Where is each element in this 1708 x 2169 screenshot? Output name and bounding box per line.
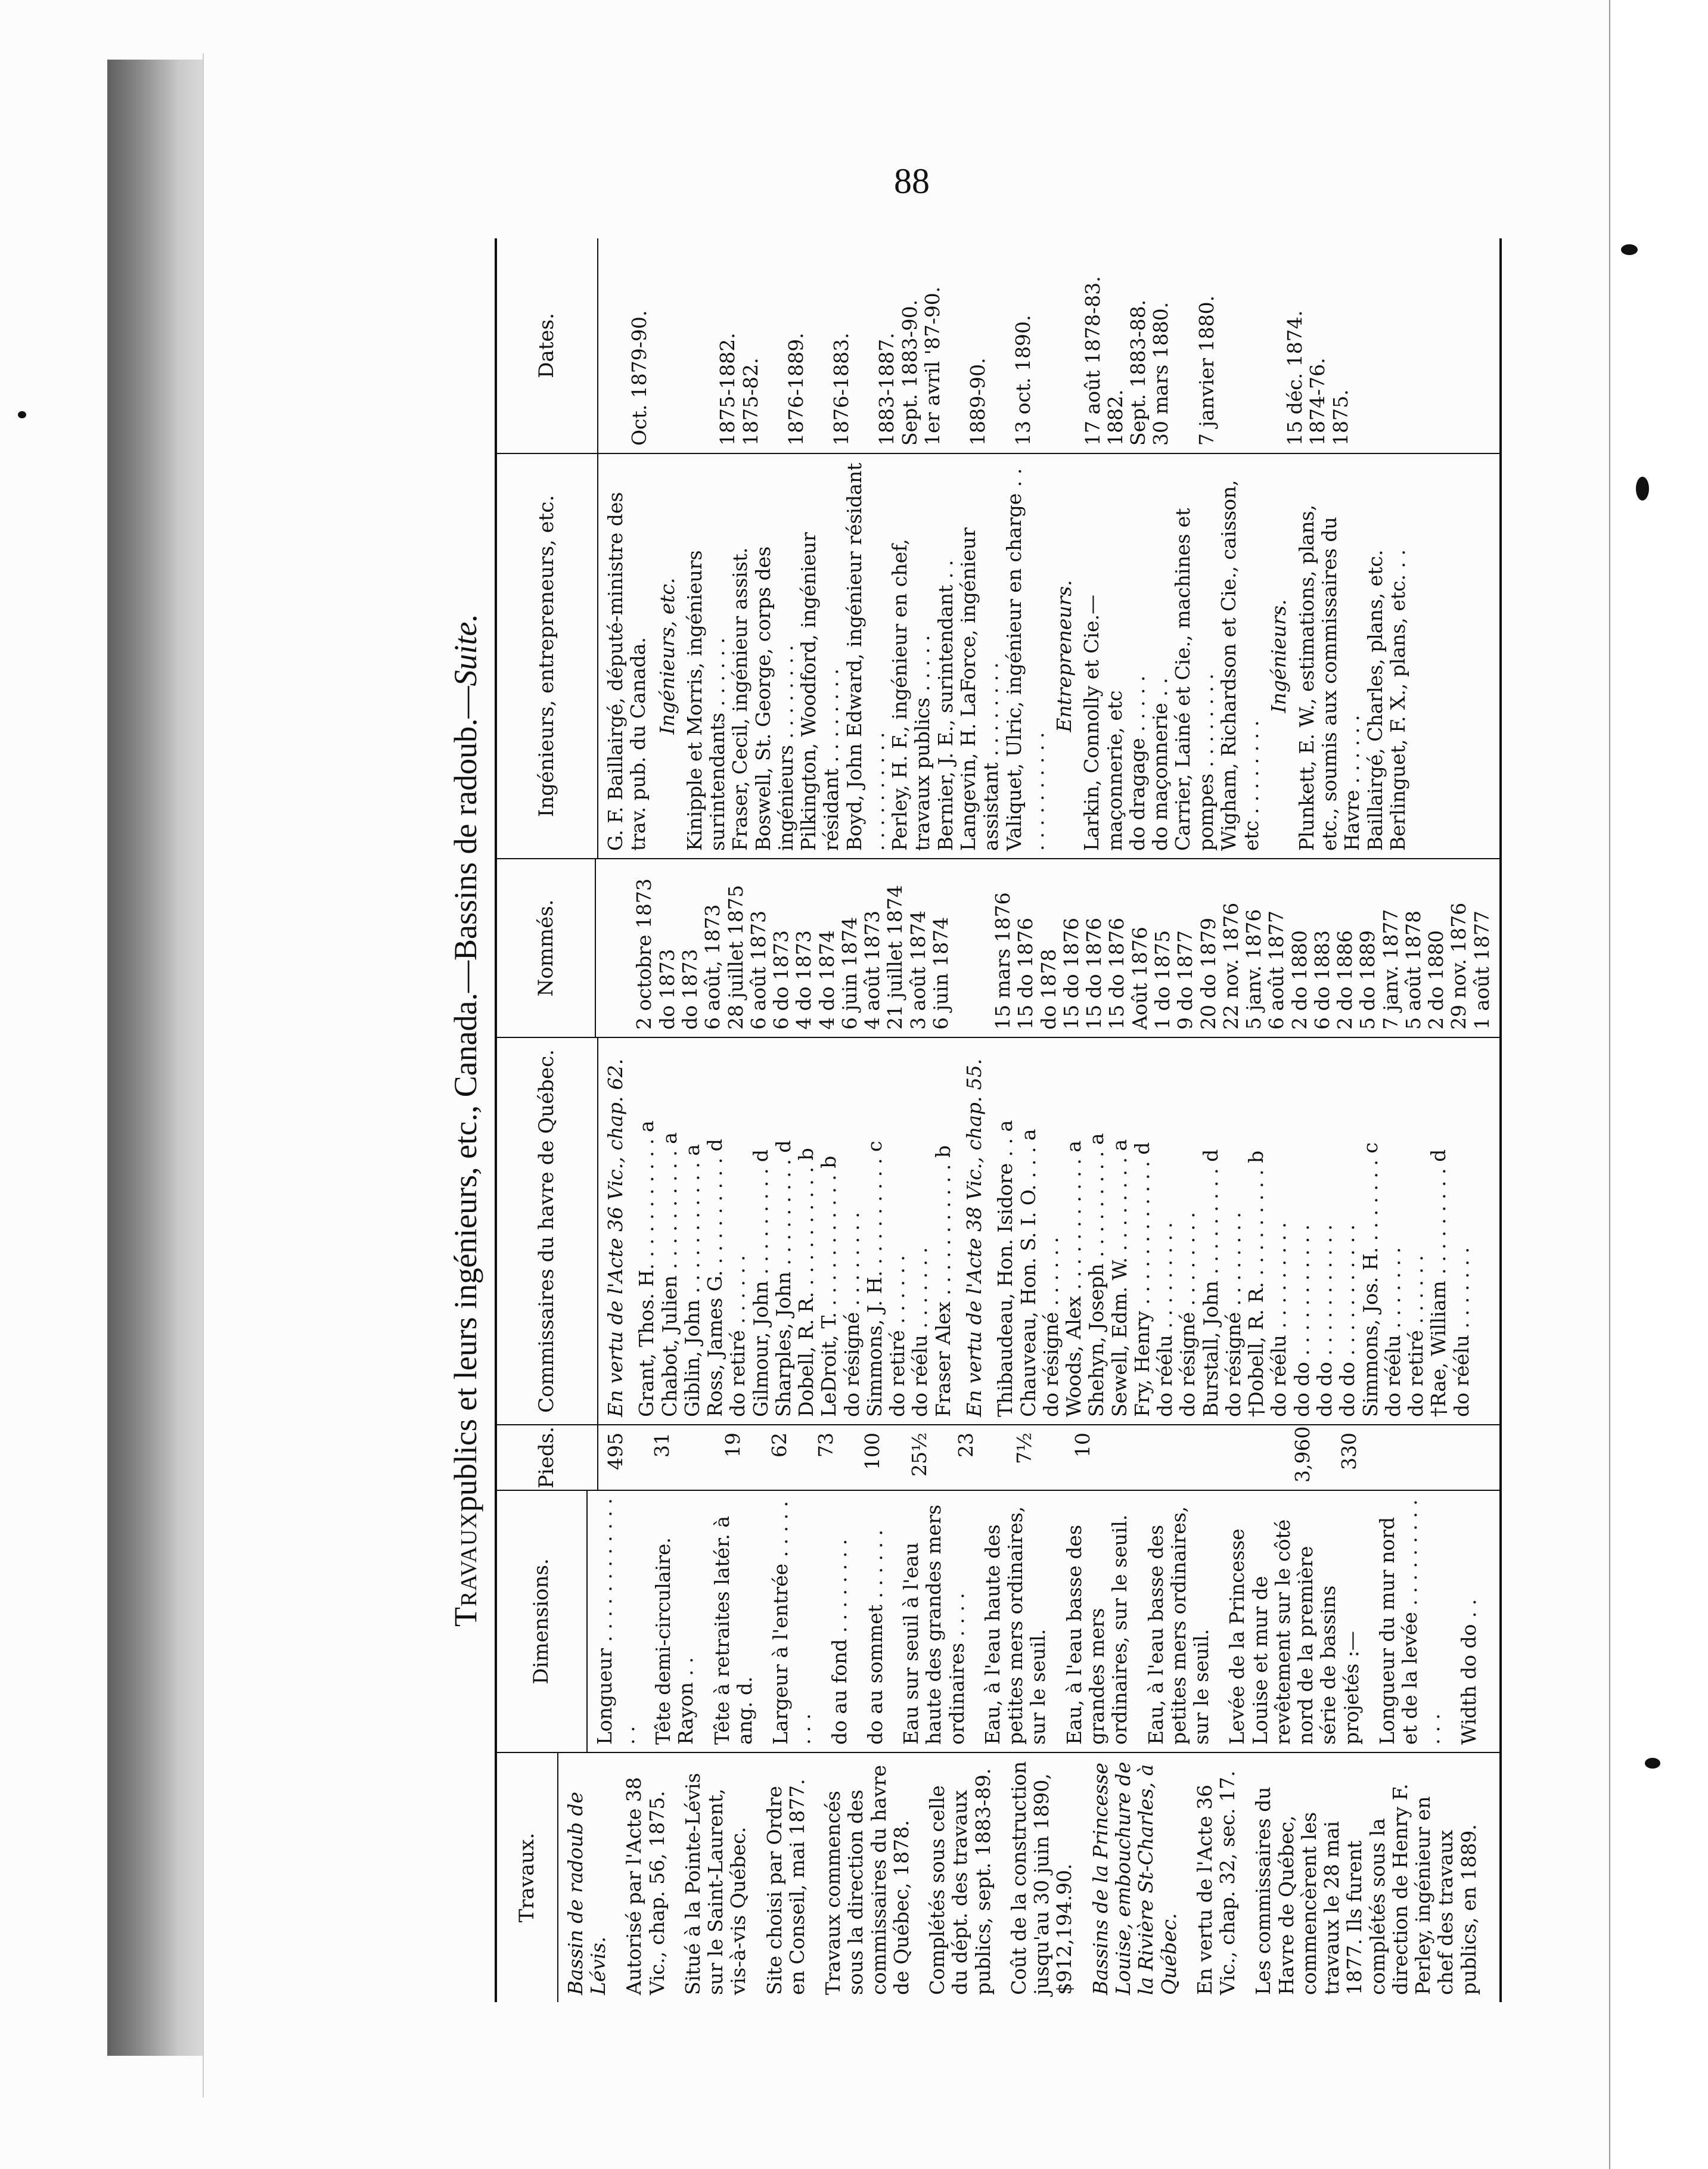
dimension-item: Eau, à l'eau basse des grandes mers ordinaires, sur le seuil.: [1062, 1514, 1132, 1745]
date-nomme: 15 do 1876: [1014, 918, 1038, 1030]
dimension-item: Tête demi-circulaire. Rayon . .: [651, 1537, 698, 1745]
date-nomme: 4 do 1873: [792, 930, 816, 1030]
date-nomme: 5 janv. 1876: [1242, 909, 1266, 1030]
contractor-entry: maçonnerie, etc: [1103, 690, 1126, 851]
commissaire: Grant, Thos. H. . . . . . . . . . . a: [635, 1120, 659, 1417]
date-nomme: 21 juillet 1874: [883, 885, 907, 1030]
act-reference: En vertu de l'Acte 38 Vic., chap. 55.: [962, 1058, 986, 1417]
commissaire: Dobell, R. R. . . . . . . . . . . b: [794, 1148, 818, 1417]
pieds-value: 62: [767, 1432, 791, 1458]
header-travaux: Travaux.: [497, 1753, 558, 2002]
travaux-entry: Autorisé par l'Acte 38 Vic., chap. 56, 1875.: [622, 1777, 669, 1995]
contractor-entry: Larkin, Connolly et Cie.—: [1080, 595, 1104, 851]
dimensions-body: [588, 1491, 1500, 1752]
commissaire: Giblin, John . . . . . . . . . . . a: [680, 1144, 704, 1417]
dates-body: [598, 238, 1499, 453]
pieds-value: 25½: [907, 1432, 931, 1477]
date-range: 1er avril '87-90.: [920, 286, 944, 446]
commissaire: do retiré . . . . . .: [886, 1255, 909, 1417]
commissaire: Simmons, Jos. H. . . . . . . . c: [1358, 1142, 1382, 1417]
date-nomme: do 1873: [655, 949, 679, 1030]
engineer-entry: Langevin, H. LaForce, ingénieur assistant . . . . . . . .: [956, 527, 1003, 851]
header-pieds: Pieds.: [497, 1425, 598, 1490]
commissaires-body: [598, 1038, 1499, 1424]
engineer-entry: Valiquet, Ulric, ingénieur en charge . . . . . . . . . . . .: [1002, 468, 1048, 851]
travaux-entry: Situé à la Pointe-Lévis sur le Saint-Laurent, vis-à-vis Québec.: [681, 1773, 750, 1995]
date-range: 17 août 1878-83.: [1080, 276, 1104, 446]
dimension-item: do au sommet . . . . . .: [863, 1530, 887, 1745]
date-nomme: 6 août, 1873: [701, 904, 725, 1030]
engineer-entry: Boyd, John Edward, ingénieur résidant . . . . . . . . . .: [842, 462, 889, 851]
header-commissaires: Commissaires du havre de Québec.: [497, 1038, 598, 1424]
dimension-item: Eau sur seuil à l'eau haute des grandes mers ordinaires . . . .: [899, 1505, 968, 1745]
commissaire: do réélu . . . . . . .: [908, 1247, 932, 1417]
col-ingenieurs: [497, 453, 1499, 858]
section-heading-ingenieurs-2: Ingénieurs.: [1267, 599, 1291, 713]
commissaire: do réélu . . . . . . . . .: [1267, 1222, 1291, 1417]
date-nomme: 6 juin 1874: [928, 916, 952, 1030]
header-dimensions: Dimensions.: [497, 1491, 588, 1752]
header-dates: Dates.: [497, 238, 598, 453]
commissaire: Shehyn, Joseph . . . . . . . . . a: [1085, 1133, 1108, 1417]
table-title: [393, 238, 495, 2002]
commissaire: Chauveau, Hon. S. I. O. . . . a: [1016, 1129, 1040, 1417]
date-nomme: 22 nov. 1876: [1219, 902, 1243, 1030]
date-range: 1876-1889.: [784, 333, 808, 446]
dimension-item: Longueur . . . . . . . . . . . . . .: [592, 1498, 639, 1745]
contractor-entry: do maçonnerie . .: [1148, 678, 1172, 851]
commissaire: do résigné . . . . . . . .: [1221, 1211, 1245, 1417]
nommes-body: [596, 859, 1499, 1037]
commissaire: Chabot, Julien . . . . . . . . . . a: [657, 1132, 681, 1417]
pieds-value: 330: [1337, 1432, 1361, 1470]
date-nomme: 15 mars 1876: [991, 892, 1015, 1030]
scan-speck: [1636, 477, 1649, 501]
col-commissaires: [497, 1037, 1499, 1424]
pieds-value: 3,960: [1290, 1426, 1314, 1483]
travaux-entry: Travaux commencés sous la direction des commissaires du havre de Québec, 1878.: [821, 1764, 913, 1995]
date-range: 1876-1883.: [830, 333, 853, 446]
pieds-value: 31: [650, 1432, 674, 1458]
commissaire: do do . . . . . . . . . . .: [1290, 1224, 1313, 1417]
engineer-entry: Bernier, J. E., surintendant . .: [933, 560, 957, 851]
pieds-value: 495: [604, 1432, 627, 1470]
pieds-value: 100: [861, 1432, 884, 1470]
commissaire: Fry, Henry . . . . . . . . . . . . d: [1130, 1142, 1154, 1417]
date-nomme: 29 nov. 1876: [1447, 902, 1471, 1030]
col-dimensions: [497, 1490, 1499, 1752]
pieds-value: 23: [954, 1432, 977, 1458]
date-nomme: 2 do 1880: [1287, 930, 1311, 1030]
commissaire: do réélu . . . . . . .: [1449, 1247, 1473, 1417]
dimension-item: Eau, à l'eau haute des petites mers ordinaires, sur le seuil.: [980, 1506, 1050, 1745]
date-nomme: 9 do 1877: [1173, 930, 1197, 1030]
date-nomme: 6 do 1873: [769, 930, 793, 1030]
engineer-entry: Baillairgé, Charles, plans, etc.: [1363, 549, 1387, 851]
date-nomme: do 1873: [678, 949, 701, 1030]
commissaire: Thibaudeau, Hon. Isidore . . a: [993, 1120, 1017, 1417]
facing-page-edge: [1609, 0, 1708, 2169]
pieds-body: [598, 1425, 1499, 1490]
date-nomme: 2 do 1880: [1424, 930, 1448, 1030]
date-nomme: 7 janv. 1877: [1378, 909, 1402, 1030]
date-range: 1875-82.: [738, 358, 762, 446]
date-range: Oct. 1879-90.: [628, 310, 651, 446]
contractor-entry: do dragage . . . . .: [1125, 675, 1149, 851]
engineer-entry: Plunkett, E. W., estimations, plans, etc., soumis aux commissaires du Havre . . . . . .: [1294, 504, 1364, 851]
date-nomme: 6 juin 1874: [837, 916, 861, 1030]
dimension-item: Levée de la Princesse Louise et mur de revêtement sur le côté nord de la première série de bassins projetés :—: [1225, 1519, 1363, 1745]
dimension-item: do au fond . . . . . . . .: [827, 1539, 851, 1745]
col-travaux: [497, 1752, 1499, 2002]
title-smallcaps: Travaux: [448, 1512, 483, 1627]
travaux-body: [558, 1753, 1499, 2002]
commissaire: do résigné . . . . . .: [1039, 1236, 1063, 1417]
col-dates: [497, 238, 1499, 453]
col-nommes: [497, 858, 1499, 1037]
date-nomme: 4 août 1873: [861, 910, 884, 1030]
commissaire: Burstall, John . . . . . . . . . d: [1198, 1149, 1222, 1417]
commissaire: do réélu . . . . . . .: [1381, 1247, 1405, 1417]
page-number: 88: [894, 161, 930, 201]
header-ingenieurs: Ingénieurs, entrepreneurs, etc.: [497, 454, 598, 858]
date-range: 1875-1882.: [716, 333, 740, 446]
pieds-value: 10: [1071, 1432, 1095, 1458]
commissaire: do résigné . . . . . . . .: [840, 1211, 864, 1417]
commissaire: do retiré . . . . . .: [1404, 1255, 1428, 1417]
date-nomme: 1 août 1877: [1470, 910, 1493, 1030]
date-range: 15 déc. 1874.: [1282, 310, 1306, 446]
date-range: 30 mars 1880.: [1149, 302, 1173, 446]
travaux-levis-title: Bassin de radoub de Lévis.: [563, 1791, 610, 1995]
engineer-entry: Kinipple et Morris, ingénieurs surintendants . . . . . .: [682, 550, 729, 851]
commissaire: Ross, James G. . . . . . . . . . d: [703, 1139, 727, 1417]
commissaire: do réélu . . . . . . . . .: [1153, 1222, 1177, 1417]
date-range: 1889-90.: [966, 358, 990, 446]
commissaire: †Rae, William . . . . . . . . . d: [1427, 1149, 1451, 1417]
commissaire: Gilmour, John . . . . . . . . . d: [749, 1149, 772, 1417]
travaux-entry: Coût de la construction jusqu'au 30 juin 1890, $912,194.90.: [1007, 1761, 1076, 1995]
date-nomme: 5 do 1889: [1356, 930, 1380, 1030]
date-nomme: 15 do 1876: [1105, 918, 1129, 1030]
date-nomme: 6 août 1873: [746, 910, 770, 1030]
commissaire: do do . . . . . . . . . . .: [1336, 1224, 1359, 1417]
date-range: 1883-1887.: [875, 333, 899, 446]
scan-speck: [1645, 1758, 1660, 1769]
travaux-entry: Site choisi par Ordre en Conseil, mai 1877.: [762, 1779, 809, 1995]
date-nomme: do 1878: [1036, 949, 1060, 1030]
col-pieds: [497, 1424, 1499, 1490]
date-nomme: 5 août 1878: [1401, 910, 1425, 1030]
title-main: publics et leurs ingénieurs, etc., Canada.—Bassins de radoub.—: [448, 686, 483, 1512]
date-range: 1874-76.: [1306, 358, 1330, 446]
engineer-entry: Boswell, St. George, corps des ingénieurs . . . . . . . .: [751, 546, 797, 851]
dimension-item: Tête à retraites latér. à ang. d.: [710, 1516, 756, 1745]
ingenieurs-body: [598, 454, 1499, 858]
contractor-entry: Wigham, Richardson et Cie., caisson, etc . . . . . . . .: [1216, 480, 1263, 851]
engineer-entry: Perley, H. F., ingénieur en chef, travaux publics . . . . .: [888, 539, 934, 851]
works-table: [495, 238, 1502, 2002]
commissaire: Simmons, J. H. . . . . . . . . . c: [862, 1141, 886, 1417]
date-nomme: 15 do 1876: [1059, 918, 1083, 1030]
section-heading-entrepreneurs: Entrepreneurs.: [1052, 580, 1076, 732]
commissaire: Woods, Alex . . . . . . . . . . . a: [1062, 1141, 1086, 1417]
section-heading-ingenieurs: Ingénieurs, etc.: [655, 577, 679, 735]
dimension-item: Longueur du mur nord et de la levée . . . . . . . . . . . .: [1375, 1499, 1445, 1745]
engineer-entry: Berlinguet, F. X., plans, etc. . .: [1386, 549, 1409, 851]
date-range: 7 janvier 1880.: [1194, 295, 1218, 446]
date-range: Sept. 1883-90.: [898, 299, 921, 446]
commissaire: LeDroit, T. . . . . . . . . . . . b: [817, 1155, 841, 1417]
pieds-value: 73: [814, 1432, 838, 1458]
date-nomme: 4 do 1874: [815, 930, 839, 1030]
date-nomme: 2 do 1886: [1333, 930, 1357, 1030]
rotated-table-frame: [393, 238, 1502, 2002]
dimension-item: Largeur à l'entrée . . . . . . . .: [769, 1500, 815, 1745]
travaux-princesse-title: Bassins de la Princesse Louise, embouchure de la Rivière St-Charles, à Québec.: [1088, 1761, 1181, 1995]
engineer-entry: Pilkington, Woodford, ingénieur résidant . . . . . . . .: [797, 532, 843, 851]
commissaire: Sharples, John . . . . . . . . . d: [771, 1140, 795, 1417]
date-nomme: 28 juillet 1875: [723, 885, 747, 1030]
travaux-entry: En vertu de l'Acte 36 Vic., chap. 32, sec. 17.: [1193, 1770, 1240, 1995]
date-nomme: 6 do 1883: [1310, 930, 1334, 1030]
date-range: 1875.: [1328, 389, 1352, 446]
dimension-item: Width do do . .: [1457, 1599, 1480, 1745]
commissaire: do retiré . . . . . .: [726, 1255, 750, 1417]
commissaire: do résigné . . . . . . . .: [1176, 1211, 1200, 1417]
commissaire: Sewell, Edm. W. . . . . . . . . a: [1107, 1139, 1131, 1417]
date-nomme: 6 août 1877: [1265, 910, 1288, 1030]
title-suite: Suite.: [448, 614, 483, 686]
date-nomme: Août 1876: [1128, 927, 1151, 1030]
date-nomme: 1 do 1875: [1151, 930, 1175, 1030]
pieds-value: 7½: [1013, 1432, 1036, 1464]
date-nomme: 2 octobre 1873: [632, 878, 656, 1030]
header-nommes: Nommés.: [497, 859, 596, 1037]
engineer-entry: G. F. Baillairgé, député-ministre des trav. pub. du Canada.: [604, 492, 650, 851]
date-range: 1882.: [1103, 389, 1127, 446]
engineer-entry: Fraser, Cecil, ingénieur assist.: [728, 547, 752, 851]
date-nomme: 3 août 1874: [906, 910, 930, 1030]
commissaire: do do . . . . . . . . . . .: [1312, 1224, 1336, 1417]
contractor-entry: Carrier, Lainé et Cie., machines et pompes . . . . . . . .: [1171, 508, 1218, 851]
pieds-value: 19: [721, 1432, 744, 1458]
date-nomme: 15 do 1876: [1082, 918, 1106, 1030]
travaux-entry: Les commissaires du Havre de Québec, commencèrent les travaux le 28 mai 1877. Ils furent complétés sous la direction de Henry F. Perley, ingénieur en chef des travaux publics, en 1889.: [1252, 1783, 1480, 1995]
commissaire: †Dobell, R. R. . . . . . . . . . b: [1244, 1150, 1268, 1417]
date-nomme: 20 do 1879: [1196, 918, 1220, 1030]
travaux-entry: Complétés sous celle du dépt. des travaux publics, sept. 1883-89.: [926, 1768, 995, 1995]
dimension-item: Eau, à l'eau basse des petites mers ordinaires, sur le seuil.: [1144, 1506, 1213, 1745]
commissaire: Fraser Alex . . . . . . . . . . . b: [931, 1145, 955, 1417]
date-range: Sept. 1883-88.: [1126, 299, 1150, 446]
act-reference: En vertu de l'Acte 36 Vic., chap. 62.: [604, 1058, 627, 1417]
scan-speck: [1621, 244, 1638, 255]
date-range: 13 oct. 1890.: [1011, 315, 1035, 446]
scan-speck: [18, 411, 26, 418]
